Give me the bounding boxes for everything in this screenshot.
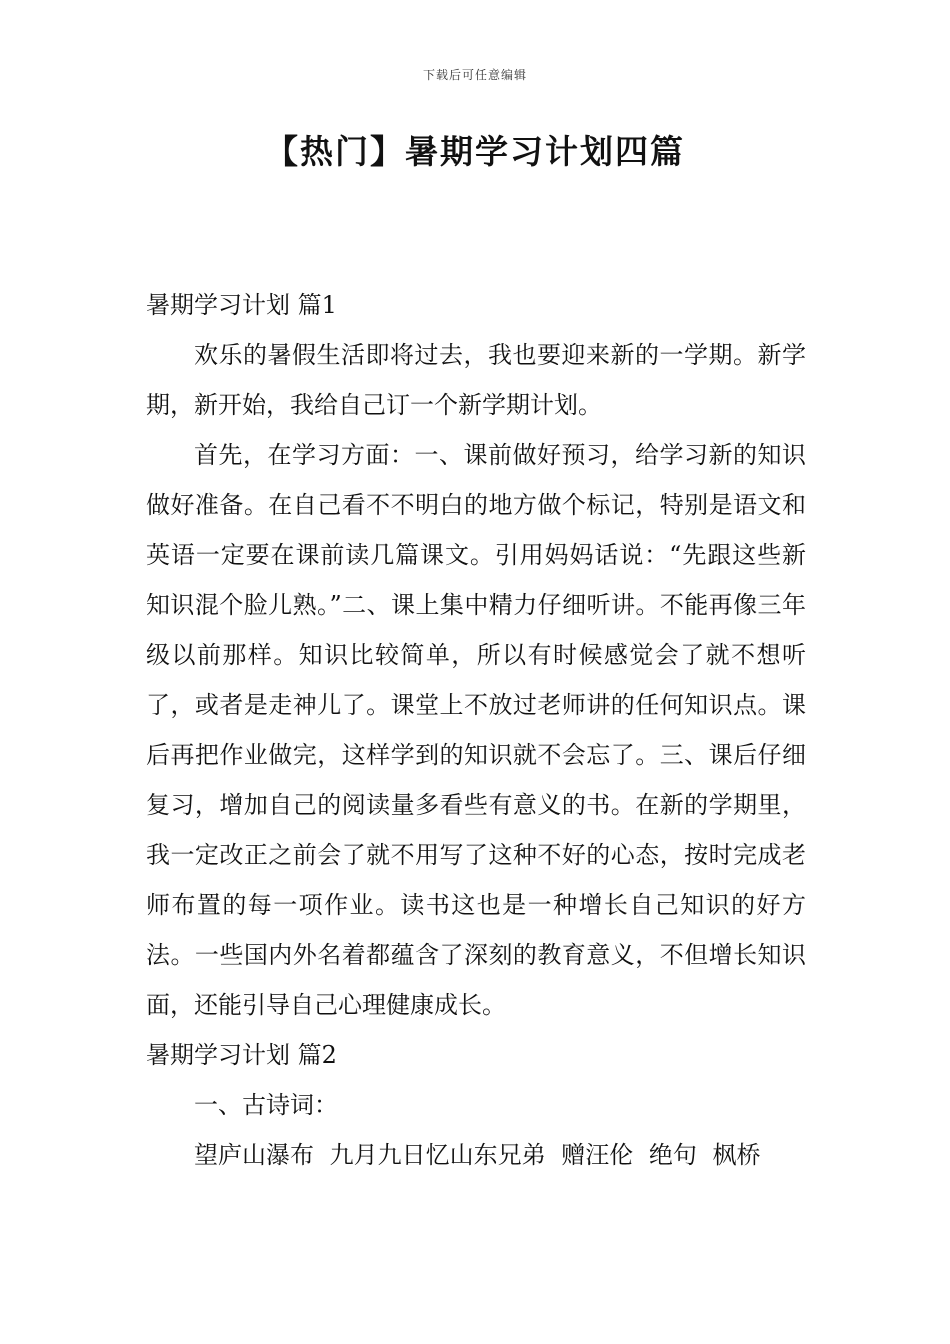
header-note: 下载后可任意编辑	[422, 68, 527, 82]
document-body	[146, 280, 806, 1180]
section-heading-2: 暑期学习计划 篇2	[146, 1041, 337, 1069]
paragraph: 欢乐的暑假生活即将过去，我也要迎来新的一学期。新学期，新开始，我给自己订一个新学期计划。	[146, 341, 806, 419]
paragraph: 一、古诗词：	[194, 1091, 338, 1119]
paragraph: 首先，在学习方面：一、课前做好预习，给学习新的知识做好准备。在自己看不不明白的地方做个标记，特别是语文和英语一定要在课前读几篇课文。引用妈妈话说：“先跟这些新知识混个脸儿熟。”二、课上集中精力仔细听讲。不能再像三年级以前那样。知识比较简单，所以有时候感觉会了就不想听了，或者是走神儿了。课堂上不放过老师讲的任何知识点。课后再把作业做完，这样学到的知识就不会忘了。三、课后仔细复习，增加自己的阅读量多看些有意义的书。在新的学期里，我一定改正之前会了就不用写了这种不好的心态，按时完成老师布置的每一项作业。读书这也是一种增长自己知识的好方法。一些国内外名着都蕴含了深刻的教育意义，不但增长知识面，还能引导自己心理健康成长。	[146, 441, 806, 1019]
section-heading-1: 暑期学习计划 篇1	[146, 291, 337, 319]
paragraph: 望庐山瀑布 九月九日忆山东兄弟 赠汪伦 绝句 枫桥	[194, 1141, 761, 1169]
document-title: 【热门】暑期学习计划四篇	[265, 132, 685, 171]
